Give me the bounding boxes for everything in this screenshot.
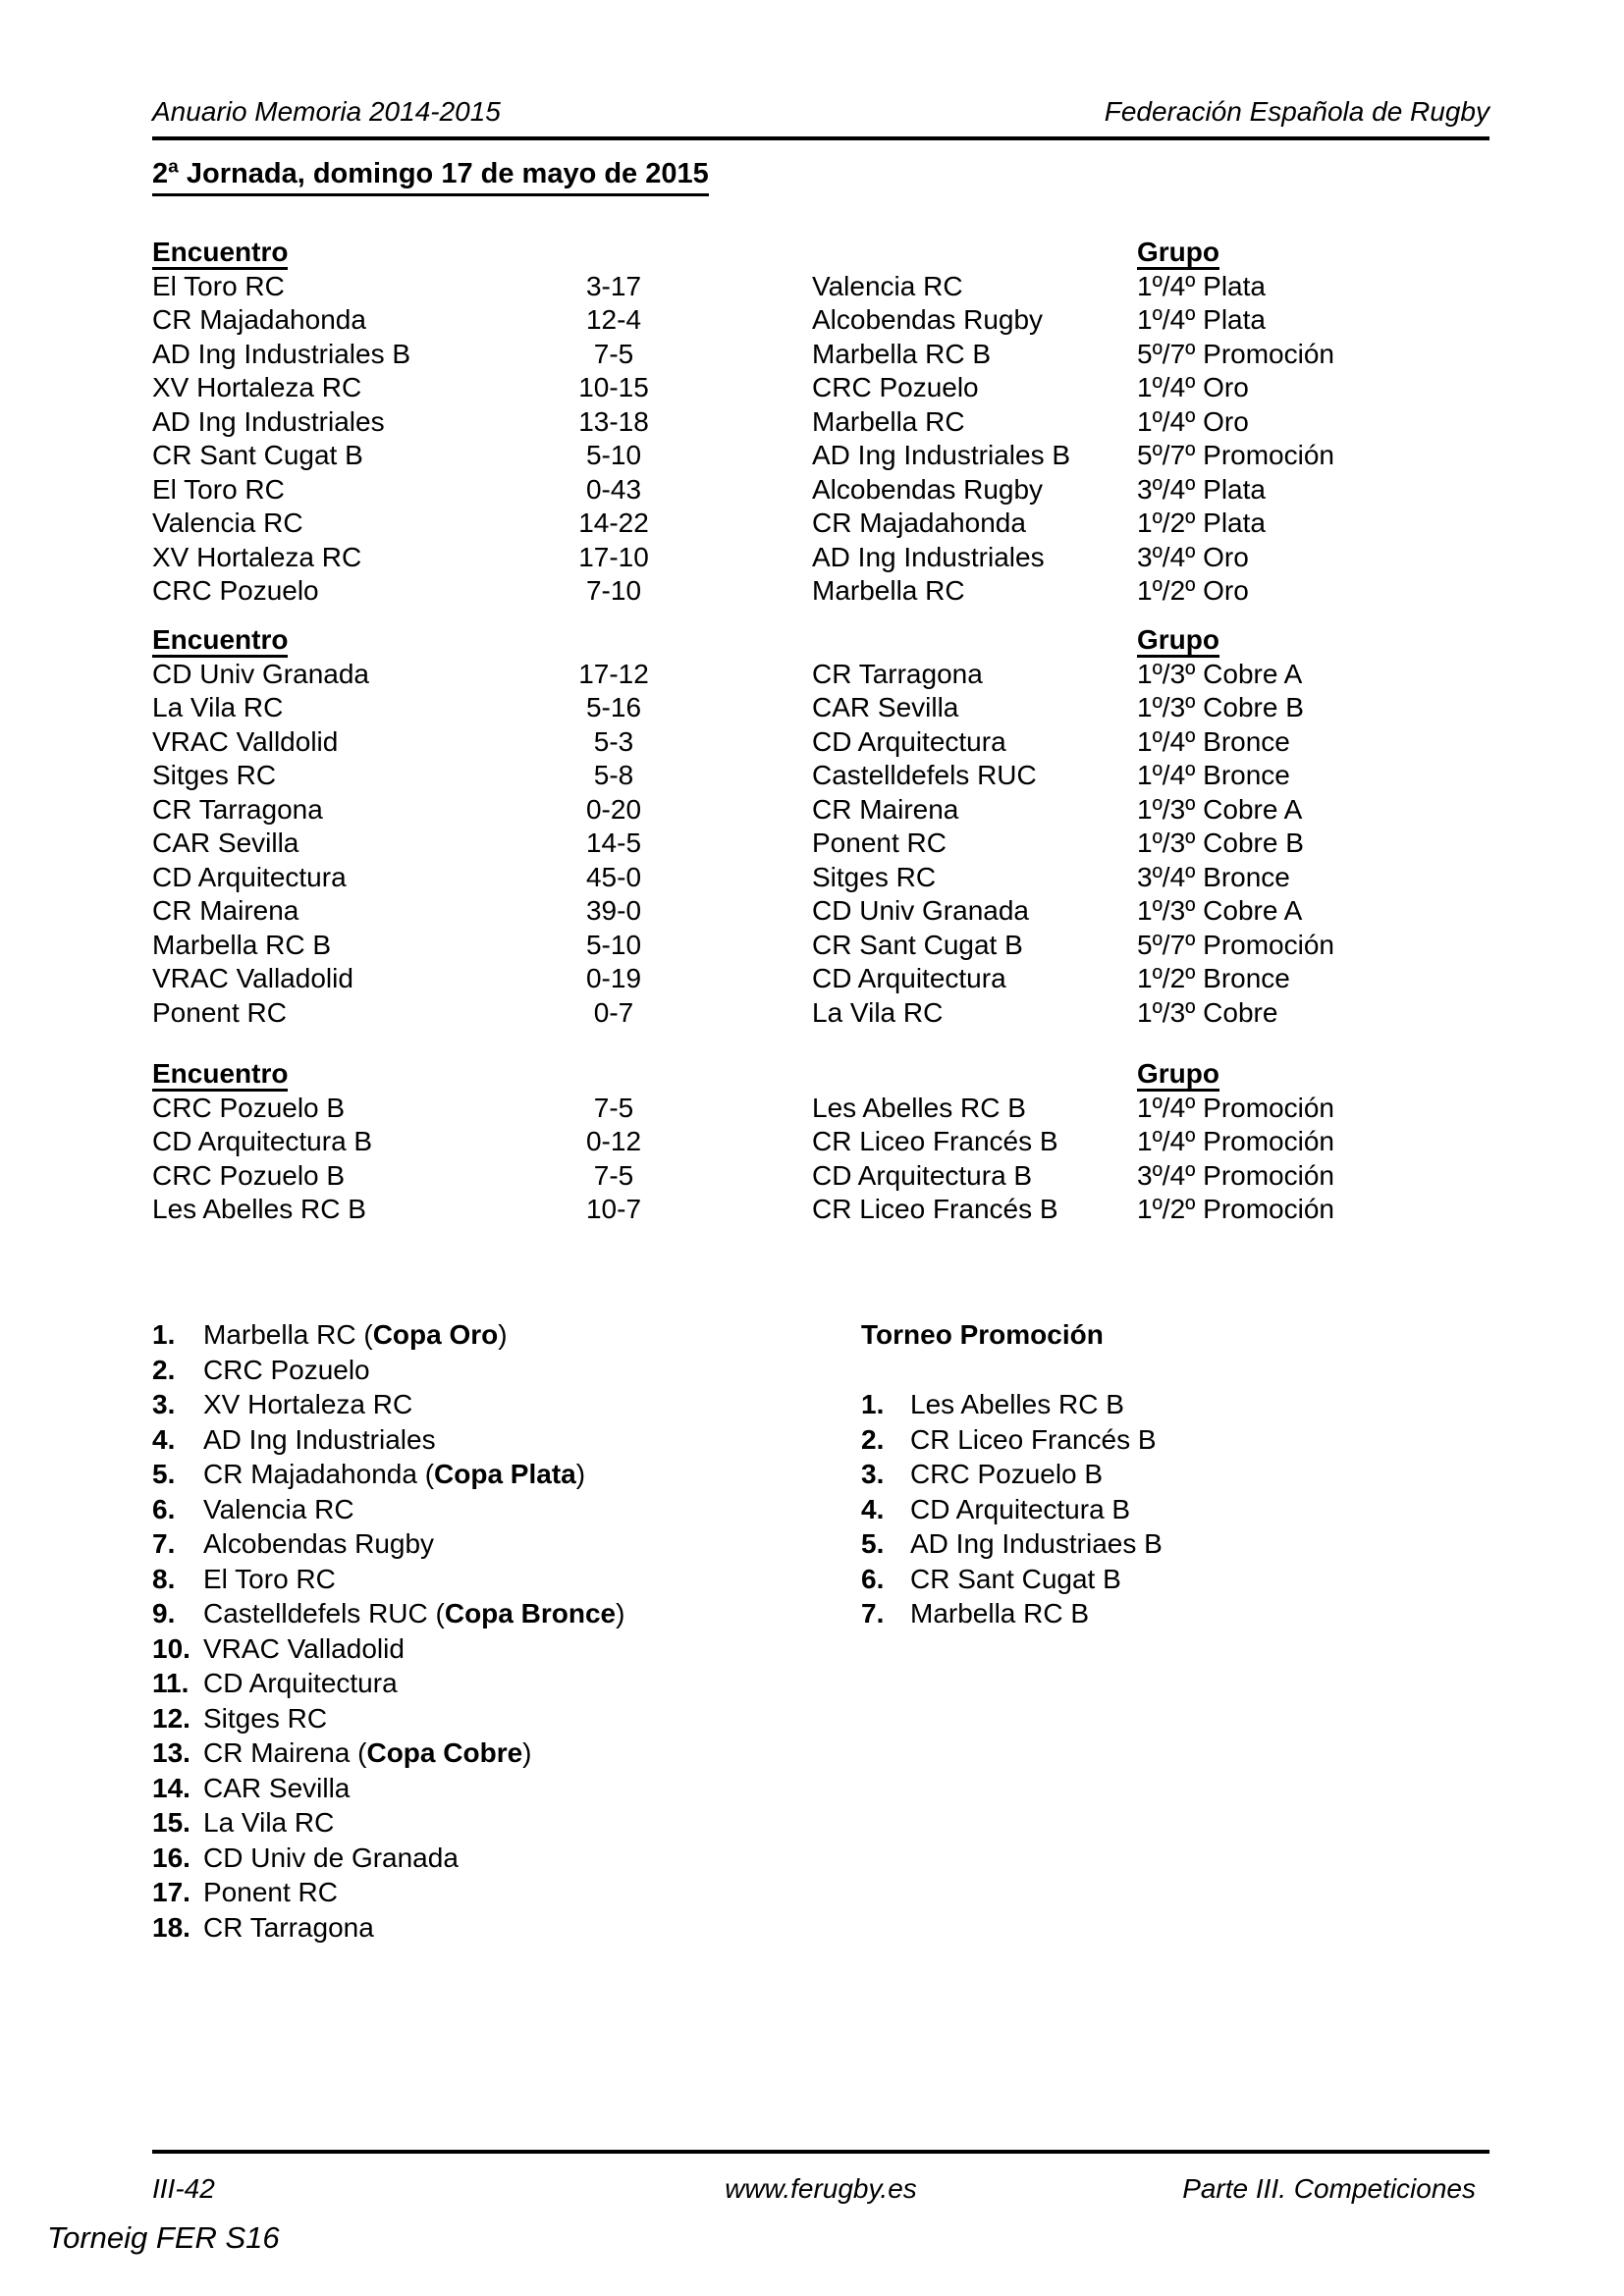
standings-item <box>152 1526 800 1562</box>
away-team: CD Arquitectura <box>812 725 1006 757</box>
promotion-item <box>861 1562 1470 1597</box>
group-label: 1º/3º Cobre A <box>1137 793 1303 825</box>
match-score: 0-7 <box>593 996 634 1028</box>
grupo-header: Grupo <box>1137 1058 1219 1092</box>
promotion-item <box>861 1492 1470 1527</box>
team-name: Valencia RC <box>203 1493 354 1524</box>
team-name: Alcobendas Rugby <box>203 1528 435 1559</box>
group-label: 1º/3º Cobre A <box>1137 895 1303 926</box>
home-team: CRC Pozuelo <box>152 575 319 606</box>
encuentro-header: Encuentro <box>152 1058 288 1092</box>
standings-items <box>152 1317 800 1945</box>
match-row <box>152 473 1489 507</box>
away-team: CRC Pozuelo <box>812 372 979 402</box>
match-row <box>152 1092 1489 1126</box>
column-spacer <box>653 574 812 609</box>
group-label: 5º/7º Promoción <box>1137 338 1334 369</box>
rank-number: 1. <box>861 1389 885 1419</box>
match-row <box>152 270 1489 304</box>
match-row <box>152 574 1489 609</box>
home-team: XV Hortaleza RC <box>152 372 362 402</box>
rank-number: 6. <box>152 1493 176 1524</box>
match-score: 10-7 <box>585 1194 642 1224</box>
match-row <box>152 929 1489 963</box>
rank-number: 9. <box>152 1598 176 1629</box>
team-name: Marbella RC B <box>910 1598 1090 1629</box>
away-team: Sitges RC <box>812 861 937 892</box>
promotion-item <box>861 1457 1470 1492</box>
group-label: 3º/4º Oro <box>1137 541 1249 572</box>
match-score: 39-0 <box>585 895 642 926</box>
home-team: CAR Sevilla <box>152 828 299 858</box>
away-team: Les Abelles RC B <box>812 1092 1026 1123</box>
standings-item <box>152 1596 800 1631</box>
away-team: Valencia RC <box>812 270 963 301</box>
rank-number: 5. <box>861 1528 885 1559</box>
match-score: 5-16 <box>585 692 642 722</box>
match-row <box>152 691 1489 725</box>
match-score: 7-10 <box>585 575 642 606</box>
away-team: Marbella RC B <box>812 338 992 369</box>
rank-number: 3. <box>861 1459 885 1489</box>
match-rows-2 <box>152 658 1489 1031</box>
home-team: Ponent RC <box>152 996 287 1028</box>
page-header <box>152 95 1489 140</box>
team-name: CR Majadahonda (Copa Plata) <box>203 1459 586 1489</box>
away-team: CD Arquitectura <box>812 963 1006 993</box>
standings-item <box>152 1492 800 1527</box>
column-spacer <box>653 1125 812 1159</box>
group-label: 3º/4º Plata <box>1137 473 1266 505</box>
promotion-item <box>861 1526 1470 1562</box>
away-team: Ponent RC <box>812 828 947 858</box>
rank-number: 18. <box>152 1911 190 1943</box>
match-score: 0-43 <box>585 473 642 505</box>
team-name: CD Arquitectura <box>203 1668 398 1698</box>
promotion-item <box>861 1596 1470 1631</box>
match-score: 10-15 <box>578 372 649 402</box>
column-spacer <box>653 929 812 963</box>
match-row <box>152 725 1489 760</box>
standings-item <box>152 1387 800 1422</box>
match-row <box>152 1159 1489 1194</box>
rank-number: 11. <box>152 1668 189 1698</box>
group-label: 5º/7º Promoción <box>1137 440 1334 470</box>
team-name: Ponent RC <box>203 1877 338 1907</box>
column-spacer <box>653 894 812 929</box>
group-label: 3º/4º Promoción <box>1137 1159 1334 1191</box>
column-spacer <box>653 658 812 692</box>
match-row <box>152 1125 1489 1159</box>
match-score: 13-18 <box>578 405 649 437</box>
column-spacer <box>653 405 812 440</box>
match-score: 14-22 <box>578 507 649 538</box>
standings-item <box>152 1666 800 1701</box>
column-spacer <box>653 1159 812 1194</box>
cup-title: Copa Plata <box>434 1459 576 1489</box>
match-score: 17-12 <box>578 658 649 689</box>
group-label: 1º/4º Plata <box>1137 304 1266 335</box>
column-spacer <box>653 759 812 793</box>
column-spacer <box>653 541 812 575</box>
group-label: 1º/4º Bronce <box>1137 725 1290 757</box>
match-score: 7-5 <box>593 338 634 369</box>
rank-number: 12. <box>152 1702 190 1734</box>
away-team: CD Univ Granada <box>812 895 1029 926</box>
standings-item <box>152 1805 800 1841</box>
column-spacer <box>653 371 812 405</box>
match-row <box>152 861 1489 895</box>
match-score: 0-12 <box>585 1126 642 1156</box>
home-team: AD Ing Industriales <box>152 405 385 437</box>
match-score: 14-5 <box>585 828 642 858</box>
group-label: 1º/3º Cobre A <box>1137 658 1303 689</box>
column-spacer <box>653 439 812 473</box>
match-score: 0-19 <box>585 963 642 993</box>
group-label: 1º/4º Promoción <box>1137 1126 1334 1156</box>
away-team: Marbella RC <box>812 575 965 606</box>
column-spacer <box>653 1193 812 1227</box>
cup-title: Copa Bronce <box>444 1598 617 1629</box>
match-rows-1 <box>152 270 1489 609</box>
match-score: 17-10 <box>578 541 649 572</box>
group-label: 1º/3º Cobre B <box>1137 692 1304 722</box>
match-row <box>152 338 1489 372</box>
rank-number: 7. <box>861 1598 885 1629</box>
team-name: CR Sant Cugat B <box>910 1563 1121 1594</box>
team-name: La Vila RC <box>203 1807 335 1838</box>
match-rows-3 <box>152 1092 1489 1227</box>
team-name: CRC Pozuelo B <box>910 1459 1104 1489</box>
rank-number: 14. <box>152 1772 190 1803</box>
cup-title: Copa Cobre <box>366 1737 523 1768</box>
match-row <box>152 658 1489 692</box>
column-spacer <box>653 861 812 895</box>
table-header-row <box>152 1057 1489 1092</box>
team-name: CRC Pozuelo <box>203 1354 370 1385</box>
match-row <box>152 541 1489 575</box>
match-table-1 <box>152 236 1489 609</box>
footer-website: www.ferugby.es <box>725 2173 917 2204</box>
match-score: 7-5 <box>593 1159 634 1191</box>
cup-title: Copa Oro <box>372 1319 499 1350</box>
team-name: AD Ing Industriaes B <box>910 1528 1163 1559</box>
match-row <box>152 1193 1489 1227</box>
rank-number: 17. <box>152 1877 190 1907</box>
home-team: CR Tarragona <box>152 793 323 825</box>
match-score: 12-4 <box>585 304 642 335</box>
column-spacer <box>653 962 812 996</box>
match-row <box>152 793 1489 828</box>
home-team: La Vila RC <box>152 692 284 722</box>
rank-number: 2. <box>152 1354 176 1385</box>
column-spacer <box>653 507 812 541</box>
rank-number: 8. <box>152 1563 176 1594</box>
column-spacer <box>653 827 812 861</box>
home-team: XV Hortaleza RC <box>152 541 362 572</box>
page-footer <box>152 2172 1489 2212</box>
home-team: CRC Pozuelo B <box>152 1159 346 1191</box>
standings-item <box>152 1562 800 1597</box>
promotion-item <box>861 1422 1470 1458</box>
match-row <box>152 405 1489 440</box>
home-team: Sitges RC <box>152 760 277 790</box>
home-team: CD Univ Granada <box>152 658 369 689</box>
header-left-text: Anuario Memoria 2014-2015 <box>152 96 501 127</box>
team-name: CAR Sevilla <box>203 1772 351 1803</box>
away-team: CR Tarragona <box>812 658 983 689</box>
match-row <box>152 371 1489 405</box>
table-header-row <box>152 236 1489 270</box>
standings-item <box>152 1422 800 1458</box>
page-title-text: 2ª Jornada, domingo 17 de mayo de 2015 <box>152 158 709 196</box>
column-spacer <box>653 996 812 1031</box>
away-team: AD Ing Industriales <box>812 541 1045 572</box>
standings-item <box>152 1841 800 1876</box>
final-standings-list <box>152 1317 800 1945</box>
match-score: 5-10 <box>585 440 642 470</box>
promotion-tournament-list <box>861 1317 1470 1631</box>
team-name: CD Univ de Granada <box>203 1842 459 1873</box>
match-score: 3-17 <box>585 270 642 301</box>
match-row <box>152 507 1489 541</box>
match-table-2 <box>152 623 1489 1030</box>
home-team: CD Arquitectura B <box>152 1126 373 1156</box>
rank-number: 3. <box>152 1389 176 1419</box>
away-team: Castelldefels RUC <box>812 760 1037 790</box>
away-team: CR Mairena <box>812 793 959 825</box>
rank-number: 5. <box>152 1459 176 1489</box>
column-spacer <box>653 1092 812 1126</box>
home-team: Valencia RC <box>152 507 303 538</box>
rank-number: 16. <box>152 1842 190 1873</box>
away-team: La Vila RC <box>812 996 944 1028</box>
footer-rule <box>152 2150 1489 2154</box>
group-label: 3º/4º Bronce <box>1137 861 1290 892</box>
home-team: CR Mairena <box>152 895 299 926</box>
page-title <box>152 158 709 196</box>
standings-item <box>152 1457 800 1492</box>
match-table-3 <box>152 1057 1489 1227</box>
away-team: Marbella RC <box>812 405 965 437</box>
away-team: CR Liceo Francés B <box>812 1126 1058 1156</box>
away-team: AD Ing Industriales B <box>812 440 1071 470</box>
match-score: 45-0 <box>585 861 642 892</box>
match-row <box>152 759 1489 793</box>
group-label: 1º/3º Cobre B <box>1137 828 1304 858</box>
group-label: 1º/2º Oro <box>1137 575 1249 606</box>
standings-item <box>152 1701 800 1736</box>
rank-number: 7. <box>152 1528 176 1559</box>
team-name: XV Hortaleza RC <box>203 1389 413 1419</box>
column-spacer <box>653 270 812 304</box>
team-name: CD Arquitectura B <box>910 1493 1131 1524</box>
promotion-heading: Torneo Promoción <box>861 1319 1104 1350</box>
team-name: VRAC Valladolid <box>203 1632 405 1664</box>
team-name: Les Abelles RC B <box>910 1389 1124 1419</box>
rank-number: 10. <box>152 1632 190 1664</box>
header-right-text: Federación Española de Rugby <box>1104 96 1489 127</box>
column-spacer <box>653 338 812 372</box>
match-row <box>152 962 1489 996</box>
home-team: Les Abelles RC B <box>152 1194 366 1224</box>
team-name: Marbella RC (Copa Oro) <box>203 1319 508 1350</box>
encuentro-header: Encuentro <box>152 237 288 270</box>
team-name: CR Mairena (Copa Cobre) <box>203 1737 532 1768</box>
match-score: 7-5 <box>593 1092 634 1123</box>
group-label: 1º/4º Oro <box>1137 372 1249 402</box>
group-label: 1º/4º Plata <box>1137 270 1266 301</box>
match-row <box>152 303 1489 338</box>
rank-number: 4. <box>861 1493 885 1524</box>
promotion-items <box>861 1387 1470 1631</box>
team-name: CR Liceo Francés B <box>910 1423 1157 1455</box>
team-name: CR Tarragona <box>203 1911 374 1943</box>
team-name: Sitges RC <box>203 1702 328 1734</box>
match-score: 5-3 <box>593 725 634 757</box>
match-row <box>152 996 1489 1031</box>
standings-item <box>152 1910 800 1946</box>
home-team: VRAC Valldolid <box>152 725 339 757</box>
standings-item <box>152 1631 800 1667</box>
rank-number: 13. <box>152 1737 190 1768</box>
bottom-left-note: Torneig FER S16 <box>47 2220 280 2255</box>
away-team: Alcobendas Rugby <box>812 304 1044 335</box>
grupo-header: Grupo <box>1137 237 1219 270</box>
match-score: 5-8 <box>593 760 634 790</box>
away-team: Alcobendas Rugby <box>812 473 1044 505</box>
match-row <box>152 439 1489 473</box>
rank-number: 1. <box>152 1319 176 1350</box>
home-team: CRC Pozuelo B <box>152 1092 346 1123</box>
group-label: 1º/4º Bronce <box>1137 760 1290 790</box>
encuentro-header: Encuentro <box>152 624 288 658</box>
footer-page-number: III-42 <box>152 2173 215 2204</box>
standings-item <box>152 1875 800 1910</box>
column-spacer <box>653 793 812 828</box>
standings-item <box>152 1735 800 1771</box>
team-name: El Toro RC <box>203 1563 336 1594</box>
grupo-header: Grupo <box>1137 624 1219 658</box>
away-team: CR Sant Cugat B <box>812 929 1023 960</box>
group-label: 1º/3º Cobre <box>1137 996 1278 1028</box>
away-team: CD Arquitectura B <box>812 1159 1033 1191</box>
column-spacer <box>653 725 812 760</box>
away-team: CR Liceo Francés B <box>812 1194 1058 1224</box>
standings-item <box>152 1317 800 1353</box>
home-team: VRAC Valladolid <box>152 963 353 993</box>
team-name: Castelldefels RUC (Copa Bronce) <box>203 1598 625 1629</box>
home-team: CR Majadahonda <box>152 304 366 335</box>
rank-number: 15. <box>152 1807 190 1838</box>
rank-number: 6. <box>861 1563 885 1594</box>
match-score: 0-20 <box>585 793 642 825</box>
group-label: 5º/7º Promoción <box>1137 929 1334 960</box>
away-team: CR Majadahonda <box>812 507 1026 538</box>
group-label: 1º/4º Promoción <box>1137 1092 1334 1123</box>
home-team: CD Arquitectura <box>152 861 347 892</box>
group-label: 1º/2º Promoción <box>1137 1194 1334 1224</box>
group-label: 1º/2º Plata <box>1137 507 1266 538</box>
team-name: AD Ing Industriales <box>203 1423 436 1455</box>
home-team: Marbella RC B <box>152 929 332 960</box>
home-team: CR Sant Cugat B <box>152 440 363 470</box>
home-team: El Toro RC <box>152 473 285 505</box>
column-spacer <box>653 691 812 725</box>
promotion-item <box>861 1387 1470 1422</box>
rank-number: 4. <box>152 1423 176 1455</box>
home-team: El Toro RC <box>152 270 285 301</box>
standings-item <box>152 1771 800 1806</box>
group-label: 1º/4º Oro <box>1137 405 1249 437</box>
standings-item <box>152 1353 800 1388</box>
column-spacer <box>653 303 812 338</box>
match-score: 5-10 <box>585 929 642 960</box>
match-row <box>152 894 1489 929</box>
rank-number: 2. <box>861 1423 885 1455</box>
column-spacer <box>653 473 812 507</box>
group-label: 1º/2º Bronce <box>1137 963 1290 993</box>
footer-section-title: Parte III. Competiciones <box>1182 2173 1476 2204</box>
match-row <box>152 827 1489 861</box>
home-team: AD Ing Industriales B <box>152 338 411 369</box>
table-header-row <box>152 623 1489 658</box>
away-team: CAR Sevilla <box>812 692 959 722</box>
